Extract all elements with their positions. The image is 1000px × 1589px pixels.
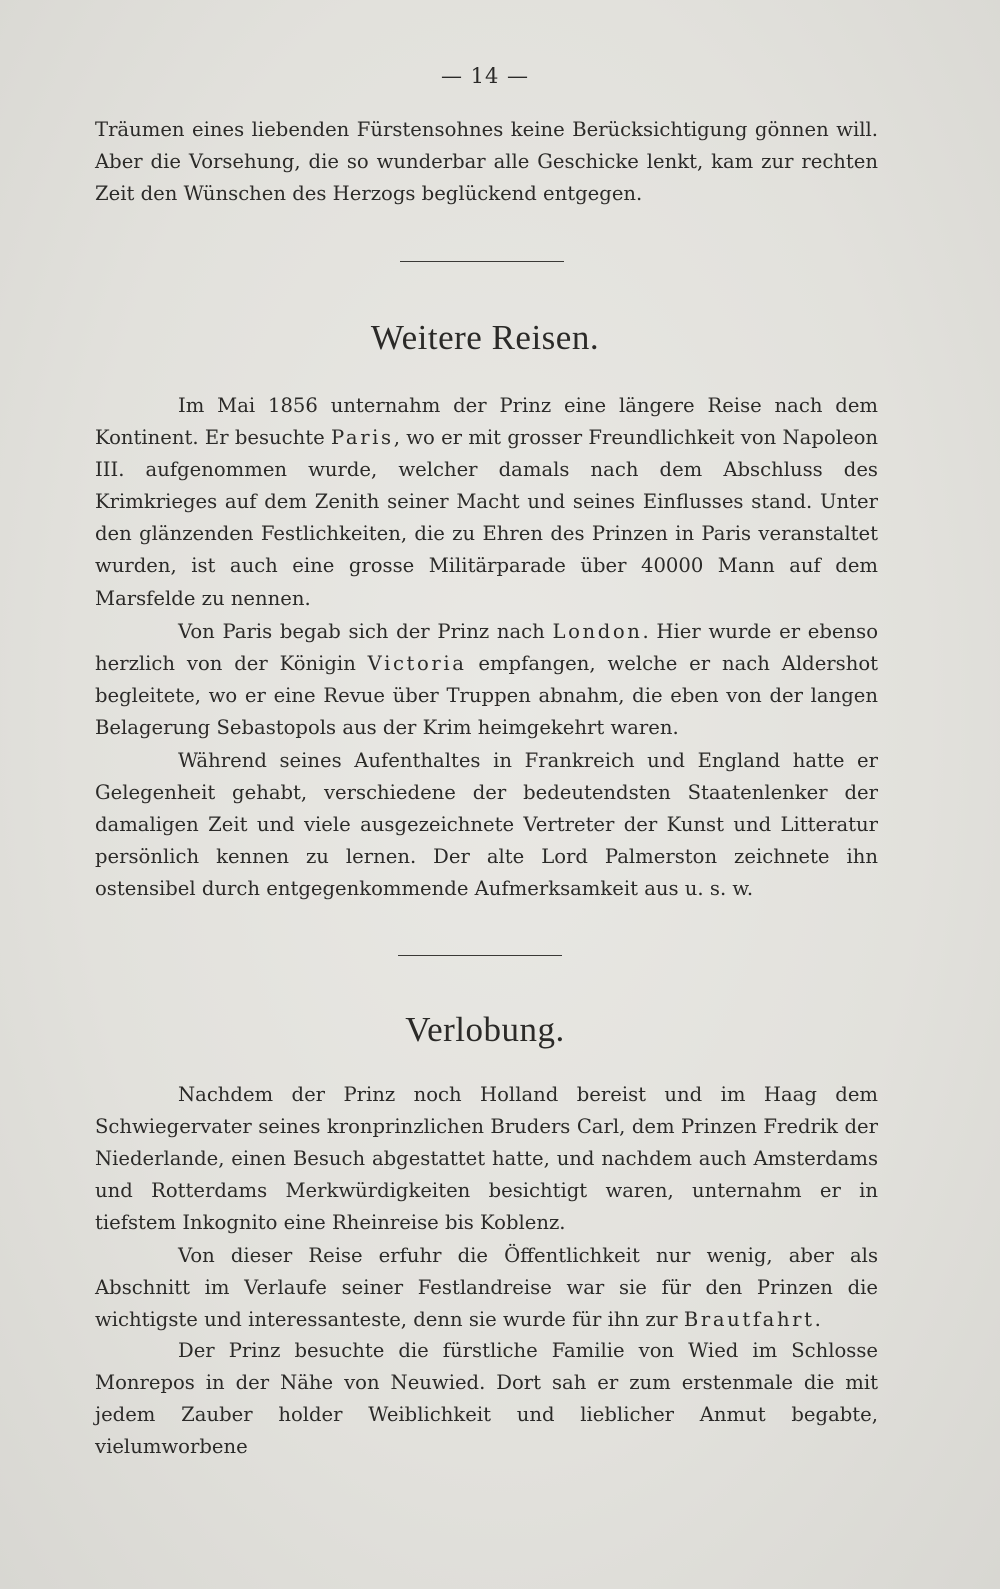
text-run: empfangen, welche er nach Aldershot begleitete, wo er eine Revue über Truppen abnahm, die eben von der langen Belagerung Sebastopols aus der Krim heimgekehrt waren. — [95, 652, 878, 740]
paragraph-london — [95, 616, 878, 744]
text-run: Von Paris begab sich der Prinz nach — [178, 620, 553, 643]
section-heading-verlobung: Verlobung. — [405, 1010, 565, 1049]
opening-paragraph — [95, 114, 878, 210]
text-run: Im Mai 1856 unternahm der Prinz eine längere Reise nach dem Kontinent. Er besuchte — [95, 394, 878, 450]
paragraph-monrepos-text: Der Prinz besuchte die fürstliche Familie von Wied im Schlosse Monrepos in der Nähe von Neuwied. Dort sah er zum erstenmale die mit jedem Zauber holder Weiblichkeit und lieblicher Anmut begabte, vielumworbene — [95, 1339, 878, 1459]
paragraph-rheinreise — [95, 1240, 878, 1336]
section-divider-rule — [400, 261, 564, 262]
text-run: . Hier wurde er ebenso herzlich von der Königin — [95, 620, 878, 676]
section-divider-rule — [398, 955, 562, 956]
page-number: — 14 — — [440, 64, 530, 88]
paragraph-holland — [95, 1079, 878, 1239]
spaced-name-london: London — [552, 620, 643, 643]
text-run: , wo er mit grosser Freundlichkeit von Napoleon III. aufgenommen wurde, welcher damals nach dem Abschluss des Krimkrieges auf dem Zenith seiner Macht und seines Einflusses stand. Unter den glänzenden Festlichkeiten, die zu Ehren des Prinzen in Paris veranstaltet wurden, ist auch eine grosse Militärparade über 40000 Mann auf dem Marsfelde zu nennen. — [95, 426, 878, 610]
text-run: . — [814, 1308, 821, 1332]
spaced-name-victoria: Victoria — [367, 652, 467, 676]
spaced-name-paris: Paris — [331, 426, 394, 450]
paragraph-aufenthalt-text: Während seines Aufenthaltes in Frankreich und England hatte er Gelegenheit gehabt, verschiedene der bedeutendsten Staatenlenker der damaligen Zeit und viele ausgezeichnete Vertreter der Kunst und Litteratur persönlich kennen zu lernen. Der alte Lord Palmerston zeichnete ihn ostensibel durch entgegenkommende Aufmerksamkeit aus u. s. w. — [95, 749, 878, 901]
paragraph-aufenthalt — [95, 745, 878, 905]
text-run: Von dieser Reise erfuhr die Öffentlichkeit nur wenig, aber als Abschnitt im Verlaufe seiner Festlandreise war sie für den Prinzen die wichtigste und interessanteste, denn sie wurde für ihn zur — [95, 1244, 878, 1332]
section-heading-weitere-reisen: Weitere Reisen. — [370, 318, 600, 357]
paragraph-mai-1856 — [95, 390, 878, 615]
paragraph-holland-text: Nachdem der Prinz noch Holland bereist und im Haag dem Schwiegervater seines kronprinzlichen Bruders Carl, dem Prinzen Fredrik der Niederlande, einen Besuch abgestattet hatte, und nachdem auch Amsterdams und Rotterdams Merkwürdigkeiten besichtigt waren, unternahm er in tiefstem Inkognito eine Rheinreise bis Koblenz. — [95, 1083, 878, 1235]
spaced-word-brautfahrt: Brautfahrt — [683, 1308, 815, 1332]
paragraph-monrepos — [95, 1335, 878, 1463]
opening-paragraph-text: Träumen eines liebenden Fürstensohnes keine Berücksichtigung gönnen will. Aber die Vorsehung, die so wunderbar alle Geschicke lenkt, kam zur rechten Zeit den Wünschen des Herzogs beglückend entgegen. — [95, 118, 878, 206]
